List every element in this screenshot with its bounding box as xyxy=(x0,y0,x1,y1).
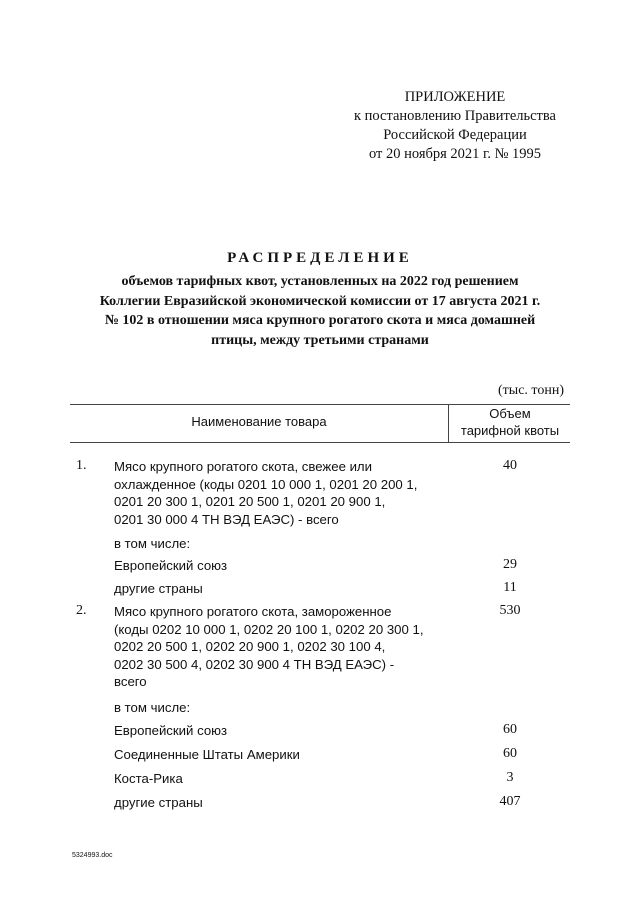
document-file-name: 5324993.doc xyxy=(72,852,113,859)
subrow-name: Европейский союз xyxy=(114,723,228,738)
item-name-line: 0201 30 000 4 ТН ВЭД ЕАЭС) - всего xyxy=(114,511,339,527)
item-name-line: 0202 20 500 1, 0202 20 900 1, 0202 30 100 4, xyxy=(114,639,386,654)
item-name-line: Мясо крупного рогатого скота, свежее или xyxy=(114,459,372,474)
subtitle-line: птицы, между третьими странами xyxy=(211,332,429,348)
column-header-volume xyxy=(449,405,571,439)
item-name-line: всего xyxy=(114,674,147,689)
appendix-block xyxy=(330,88,580,164)
appendix-title: ПРИЛОЖЕНИЕ xyxy=(404,89,506,105)
subrow-name: Европейский союз xyxy=(114,558,228,573)
appendix-line-2: Российской Федерации xyxy=(383,127,527,143)
subtitle-line: Коллегии Евразийской экономической комиссии от 17 августа 2021 г. xyxy=(99,293,541,309)
unit-label: (тыс. тонн) xyxy=(498,383,564,398)
item-name xyxy=(114,458,454,528)
item-name-line: охлажденное (коды 0201 10 000 1, 0201 20 200 1, xyxy=(114,476,418,492)
item-value: 40 xyxy=(503,458,517,473)
subrow-name: Соединенные Штаты Америки xyxy=(114,747,300,762)
subtitle-line: объемов тарифных квот, установленных на 2022 год решением xyxy=(121,274,519,289)
table-header-bottom-rule xyxy=(70,442,570,443)
column-header-volume-line: Объем xyxy=(489,406,531,421)
item-name xyxy=(114,603,454,691)
subrow-value: 407 xyxy=(499,794,521,809)
item-name-line: (коды 0202 10 000 1, 0202 20 100 1, 0202 20 300 1, xyxy=(114,621,424,637)
subrow-value: 29 xyxy=(503,557,517,572)
item-name-line: Мясо крупного рогатого скота, замороженное xyxy=(114,604,392,619)
item-name-line: 0201 20 300 1, 0201 20 500 1, 0201 20 900 1, xyxy=(114,494,386,509)
subrow-value: 11 xyxy=(503,580,517,595)
column-header-volume-line: тарифной квоты xyxy=(460,423,560,438)
subrow-value: 3 xyxy=(506,770,514,785)
item-number: 2. xyxy=(76,603,87,618)
subrow-value: 60 xyxy=(503,746,517,761)
including-label: в том числе: xyxy=(114,700,191,715)
subrow-name: другие страны xyxy=(114,795,203,810)
document-subtitle xyxy=(70,272,570,350)
column-header-name: Наименование товара xyxy=(191,414,327,429)
subrow-name: Коста-Рика xyxy=(114,771,183,786)
item-name-line: 0202 30 500 4, 0202 30 900 4 ТН ВЭД ЕАЭС) - xyxy=(114,656,395,672)
appendix-line-3: от 20 ноября 2021 г. № 1995 xyxy=(368,146,542,162)
item-number: 1. xyxy=(76,458,87,473)
subrow-name: другие страны xyxy=(114,581,203,596)
document-title: РАСПРЕДЕЛЕНИЕ xyxy=(227,250,413,266)
subtitle-line: № 102 в отношении мяса крупного рогатого скота и мяса домашней xyxy=(104,313,536,328)
item-value: 530 xyxy=(499,603,521,618)
appendix-line-1: к постановлению Правительства xyxy=(354,108,556,124)
subrow-value: 60 xyxy=(503,722,517,737)
including-label: в том числе: xyxy=(114,536,191,551)
